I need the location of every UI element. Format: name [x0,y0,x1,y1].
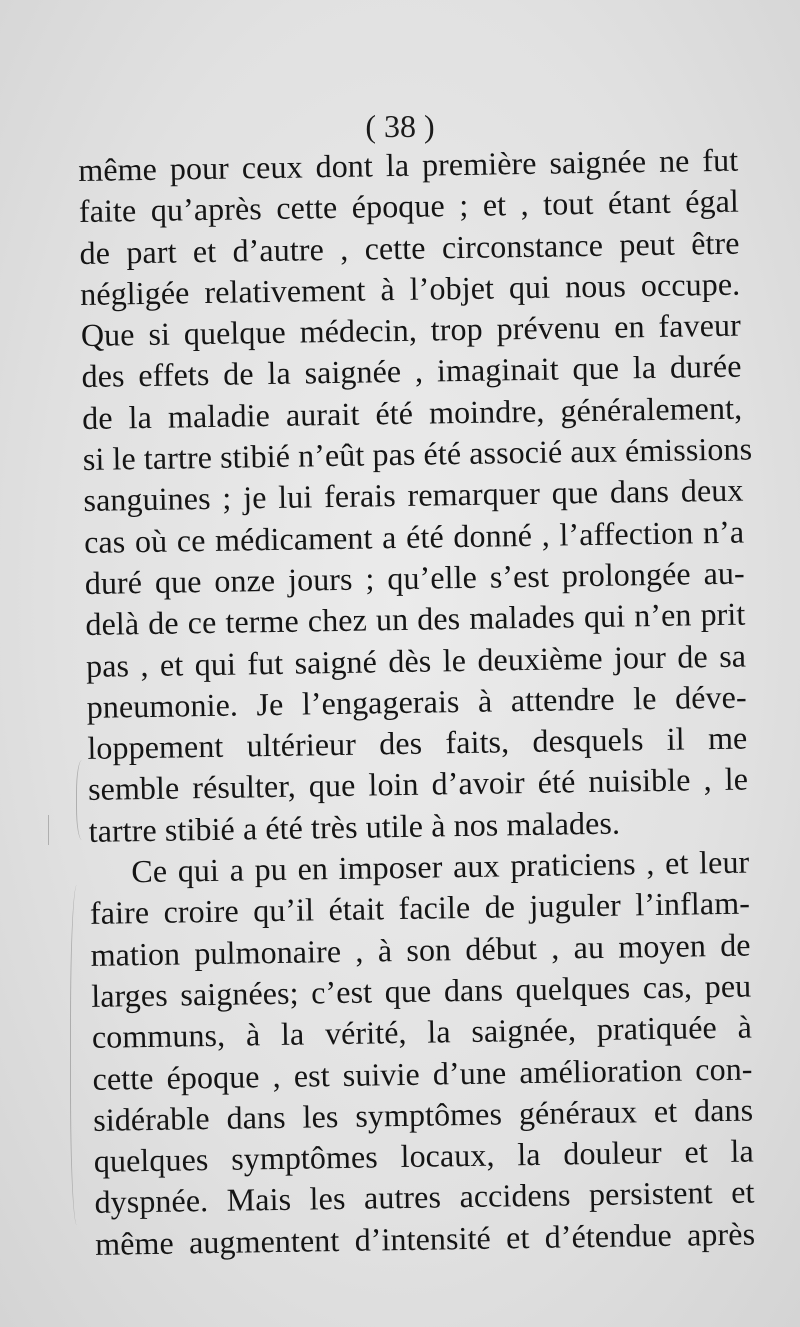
margin-bracket-mark [76,760,91,840]
text-line: communs, à la vérité, la saignée, pratiquée à [91,1008,753,1056]
text-line: tartre stibié a été très utile à nos malades. [88,804,621,849]
body-text [78,140,755,1265]
margin-bracket-mark-lower [70,885,87,1225]
text-line: dyspnée. Mais les autres accidens persistent et [94,1173,755,1221]
text-line: larges saignées; c’est que dans quelques cas, peu [91,967,752,1014]
text-line: faite qu’après cette époque ; et , tout étant égal [78,182,740,230]
text-line: semble résulter, que loin d’avoir été nuisible , le [87,761,749,808]
page-number: ( 38 ) [365,108,435,144]
text-line: pas , et qui fut saigné dès le deuxième jour de sa [85,637,747,684]
text-line: cette époque , est suivie d’une amélioration con- [92,1050,753,1097]
text-line: loppement ultérieur des faits, desquels il me [87,719,748,767]
text-line: même augmentent d’intensité et d’étendue après [94,1215,756,1262]
text-line: faire croire qu’il était facile de juguler l’inflam- [89,884,751,932]
text-line: pneumonie. Je l’engagerais à attendre le déve- [86,678,747,725]
margin-tick-mark [48,815,49,845]
text-line: négligée relativement à l’objet qui nous occupe. [79,265,741,312]
text-line: si le tartre stibié n’eût pas été associé aux émissions [82,430,753,478]
text-line: quelques symptômes locaux, la douleur et la [93,1132,755,1179]
text-line: de la maladie aurait été moindre, généralement, [81,389,743,436]
text-line: sidérable dans les symptômes généraux et dans [92,1091,754,1138]
text-line: même pour ceux dont la première saignée ne fut [78,141,739,188]
text-line: Que si quelque médecin, trop prévenu en faveur [80,306,742,354]
text-line: de part et d’autre , cette circonstance peut être [79,224,740,271]
text-line: mation pulmonaire , à son début , au moyen de [90,926,751,973]
text-line: Ce qui a pu en imposer aux praticiens , et leur [131,843,750,890]
text-line: delà de ce terme chez un des malades qui n’en prit [85,595,746,643]
text-line: cas où ce médicament a été donné , l’affection n’a [83,513,745,560]
text-line: sanguines ; je lui ferais remarquer que dans deux [83,471,744,519]
text-line: duré que onze jours ; qu’elle s’est prolongée au- [84,554,746,601]
text-line: des effets de la saignée , imaginait que la durée [81,348,742,395]
